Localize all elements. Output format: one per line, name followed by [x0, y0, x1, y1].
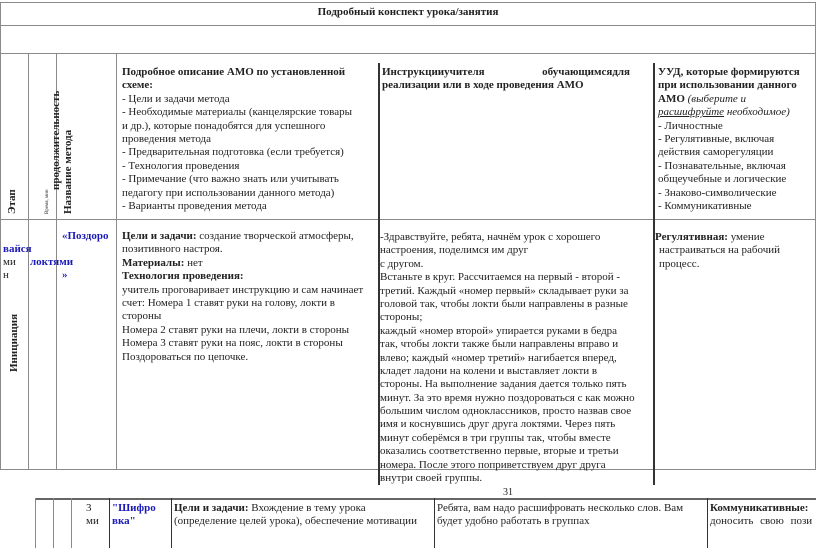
uud-note: (выберите и — [687, 92, 747, 105]
instruction-line: стороны. На выполнение задания дается только пять — [380, 378, 627, 391]
instruction-line: -Здравствуйте, ребята, начнём урок с хорошего — [380, 231, 601, 243]
instructions-title-2: реализации или в ходе проведения АМО — [382, 79, 584, 92]
goals-label: Цели и задачи: — [122, 230, 197, 242]
method-name: "Шифро — [112, 502, 156, 514]
description-line: - Примечание (что важно знать или учитывать — [122, 173, 339, 186]
row-divider — [0, 53, 816, 54]
row-divider — [0, 219, 816, 220]
method-name: «Поздоро — [62, 230, 109, 242]
description-line: - Технология проведения — [122, 159, 240, 172]
instruction-line: имя и коснувшись друг друга локтями. Через пять — [380, 418, 616, 431]
method-name-frag: локтями — [30, 256, 74, 268]
header-instructions — [382, 66, 630, 93]
description-line: - Предварительная подготовка (если требуется) — [122, 146, 344, 159]
header-uud — [658, 66, 800, 213]
description-title: Подробное описание АМО по установленной — [122, 66, 346, 78]
time-frag: н — [3, 269, 9, 281]
col-divider — [171, 498, 172, 548]
goals-text: Вхождение в тему урока — [251, 502, 366, 514]
row2-instructions — [437, 502, 683, 529]
instruction-line: влево; каждый «номер третий» нагибается вперед, — [380, 351, 617, 364]
page-title: Подробный конспект урока/занятия — [317, 6, 499, 18]
col-divider — [35, 498, 36, 548]
time-frag: ми — [3, 256, 16, 268]
tech-label: Технология проведения: — [122, 270, 244, 283]
row1-uud — [655, 231, 780, 271]
materials-text: нет — [187, 256, 203, 269]
materials-label: Материалы: — [122, 256, 185, 269]
header-description — [122, 66, 362, 213]
method-name-end: » — [62, 269, 68, 281]
goals-text: позитивного настроя. — [122, 243, 223, 256]
instruction-line: будет удобно работать в группах — [437, 515, 590, 528]
col-divider — [434, 498, 435, 548]
col-divider — [653, 63, 655, 485]
row2-uud — [710, 502, 812, 529]
uud-text: настраиваться на рабочий — [659, 244, 781, 257]
uud-line: - Регулятивные, включая — [658, 132, 775, 145]
uud-line: - Знаково-символические — [658, 186, 777, 199]
uud-label: Регулятивная: — [655, 231, 728, 243]
instruction-line: внутри своей группы. — [380, 472, 483, 485]
uud-line: действия саморегуляции — [658, 146, 774, 159]
method-name-frag: вайся — [3, 243, 32, 255]
instructions-title-b: обучающимсядля — [542, 66, 630, 78]
page-number: 31 — [503, 487, 513, 498]
description-line: и др.), которые понадобятся для успешного — [122, 119, 326, 132]
uud-line: - Личностные — [658, 119, 723, 132]
header-time: Время, мин — [45, 189, 50, 214]
uud-title: при использовании данного — [658, 79, 797, 92]
instruction-line: номера. После этого поприветствуем друг друга — [380, 458, 606, 471]
uud-label: Коммуникативные: — [710, 502, 809, 514]
instruction-line: так, чтобы локти также были направлены вправо и — [380, 338, 619, 351]
instruction-line: минут. За это время нужно поздороваться с как можно — [380, 391, 635, 404]
uud-note: необходимое) — [726, 106, 790, 119]
col-divider — [28, 53, 29, 470]
goals-label: Цели и задачи: — [174, 502, 249, 514]
header-stage: Этап — [6, 189, 18, 214]
uud-title: УУД, которые формируются — [658, 66, 800, 78]
instruction-line: большим числом одноклассников, просто назвав свое — [380, 405, 632, 418]
col-divider — [53, 498, 54, 548]
col-divider — [707, 498, 708, 548]
tech-line: Поздороваться по цепочке. — [122, 350, 249, 363]
instructions-title-a: Инструкцииучителя — [382, 66, 485, 78]
uud-line: - Познавательные, включая — [658, 159, 786, 172]
uud-text: процесс. — [659, 257, 700, 270]
row1-instructions — [380, 231, 635, 485]
col-divider — [109, 498, 110, 548]
col-divider — [71, 498, 72, 548]
instruction-line: Встаньте в круг. Рассчитаемся на первый - второй - — [380, 271, 621, 284]
uud-line: общеучебные и логические — [658, 173, 787, 186]
description-line: - Варианты проведения метода — [122, 199, 267, 212]
goals-text: создание творческой атмосферы, — [199, 230, 354, 242]
description-line: педагогу при использовании данного метода) — [122, 186, 335, 199]
tech-line: счет: Номера 1 ставят руки на голову, локти в — [122, 296, 336, 309]
description-line: - Цели и задачи метода — [122, 92, 230, 105]
uud-title: АМО — [658, 92, 685, 105]
goals-text: (определение целей урока), обеспечение мотивации — [174, 515, 417, 528]
instruction-line: стороны; — [380, 311, 423, 324]
col-divider — [0, 2, 1, 470]
row2-description — [174, 502, 417, 529]
instruction-line: оказались соответственно первые, вторые и третьи — [380, 445, 619, 458]
header-method-name: Название метода — [62, 129, 74, 214]
method-name: вка" — [112, 515, 136, 528]
description-line: - Необходимые материалы (канцелярские товары — [122, 106, 352, 119]
uud-note: расшифруйте — [658, 106, 725, 119]
uud-line: - Коммуникативные — [658, 199, 752, 212]
row2-time — [86, 502, 99, 529]
row2-method — [112, 502, 156, 529]
instruction-line: третий. Каждый «номер первый» складывает руки за — [380, 284, 629, 297]
uud-text: доносить свою пози — [710, 515, 813, 528]
instruction-line: головой так, чтобы локти были направлены в разные — [380, 297, 628, 310]
instruction-line: настроения, поделимся им друг — [380, 244, 529, 257]
uud-text: умение — [730, 231, 765, 243]
tech-line: стороны — [122, 310, 162, 323]
row-divider — [0, 25, 816, 26]
header-duration: продолжительность — [50, 90, 62, 190]
time-value: 3 — [86, 502, 92, 514]
time-unit: ми — [86, 515, 99, 528]
row1-description — [122, 230, 367, 364]
table-border-top — [0, 2, 816, 3]
instruction-line: каждый «номер второй» упирается руками в бедра — [380, 324, 618, 337]
stage-label: Инициация — [8, 313, 20, 372]
tech-line: учитель проговаривает инструкцию и сам начинает — [122, 283, 364, 296]
description-title-2: схеме: — [122, 79, 153, 92]
instruction-line: кладет ладони на колени и выставляет локти в — [380, 364, 598, 377]
instruction-line: Ребята, вам надо расшифровать несколько слов. Вам — [437, 502, 684, 514]
col-divider — [116, 53, 117, 470]
tech-line: Номера 2 ставят руки на плечи, локти в стороны — [122, 323, 349, 336]
description-line: проведения метода — [122, 132, 211, 145]
tech-line: Номера 3 ставят руки на пояс, локти в стороны — [122, 337, 343, 350]
table2-border-top — [35, 498, 816, 500]
instruction-line: минут соберёмся в три группы так, чтобы вместе — [380, 431, 611, 444]
instruction-line: с другом. — [380, 257, 424, 270]
